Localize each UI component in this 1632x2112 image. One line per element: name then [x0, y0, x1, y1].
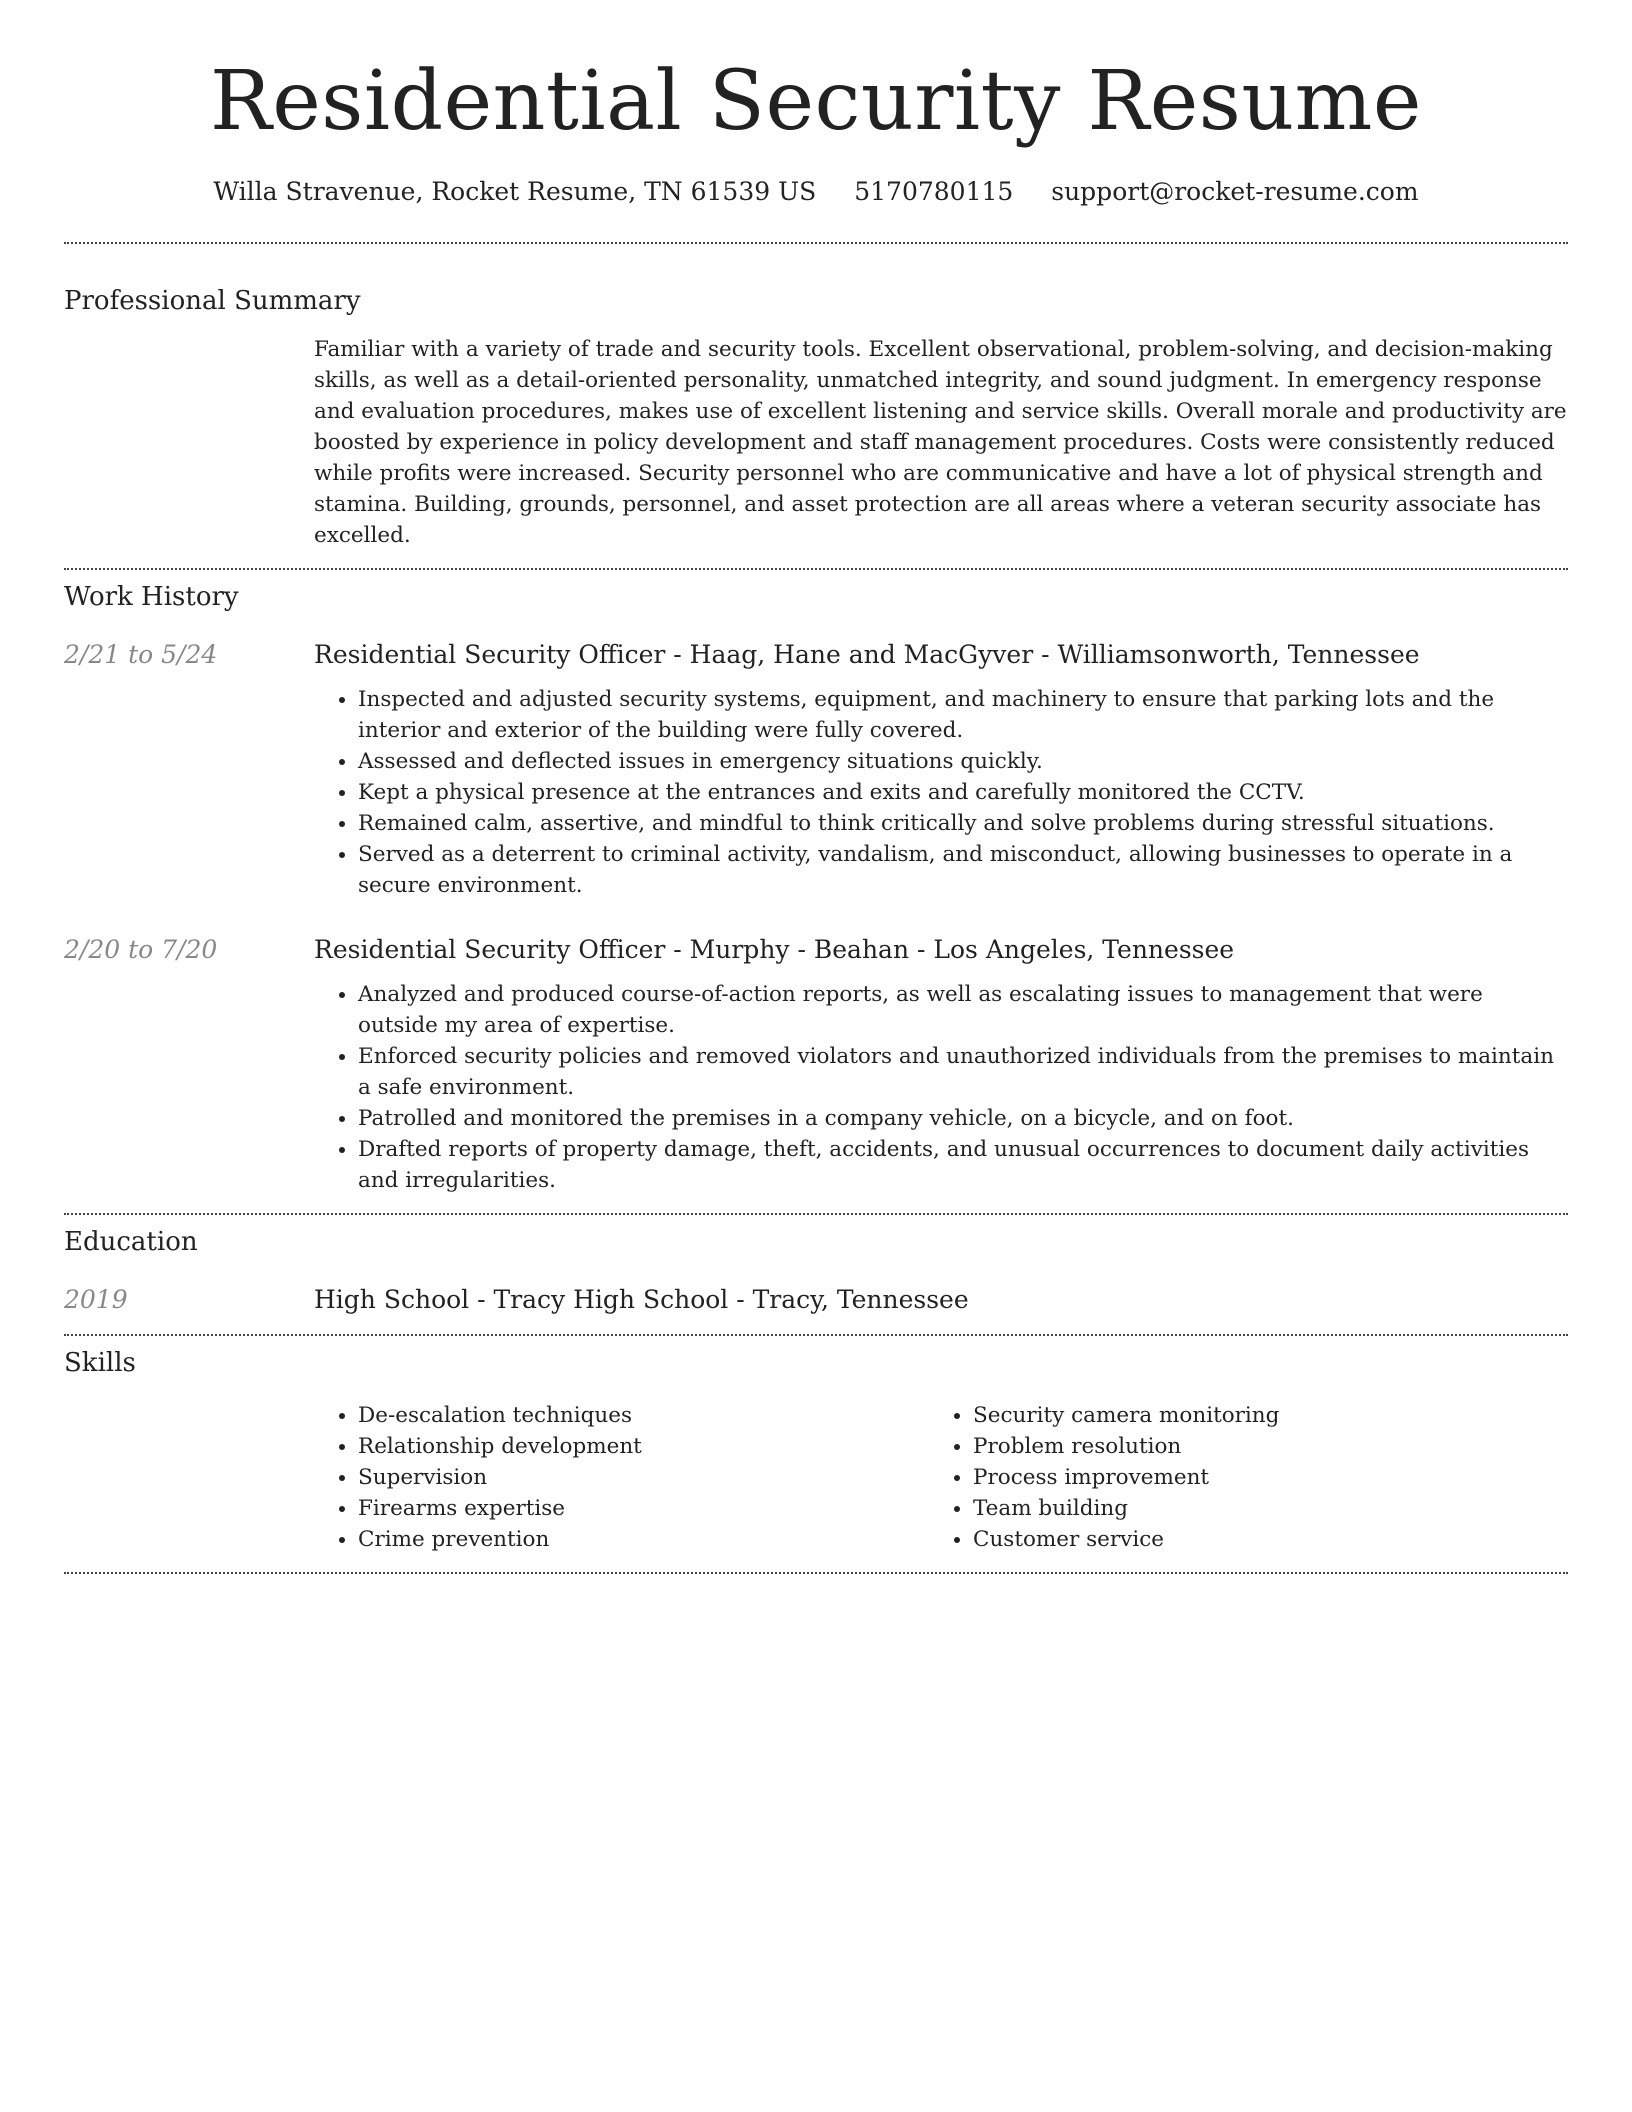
job-bullet: • Served as a deterrent to criminal activity, vandalism, and misconduct, allowing businesses to operate in a secure environment. — [358, 839, 1568, 901]
job-bullet: • Kept a physical presence at the entrances and exits and carefully monitored the CCTV. — [358, 777, 1568, 808]
skills-section — [64, 1346, 1568, 1555]
contact-phone: 5170780115 — [854, 177, 1014, 206]
job-bullet: • Inspected and adjusted security systems, equipment, and machinery to ensure that parking lots and the interior and exterior of the building were fully covered. — [358, 684, 1568, 746]
job-entry — [64, 638, 1568, 901]
skill-item: • Problem resolution — [973, 1431, 1544, 1462]
education-entry: High School - Tracy High School - Tracy, Tennessee — [314, 1285, 969, 1314]
summary-section — [64, 284, 1568, 551]
summary-text: Familiar with a variety of trade and security tools. Excellent observational, problem-solving, and decision-making skills, as well as a detail-oriented personality, unmatched integrity, and sound judgment. In emergency response and evaluation procedures, makes use of excellent listening and service skills. Overall morale and productivity are boosted by experience in policy development and staff management procedures. Costs were consistently reduced while profits were increased. Security personnel who are communicative and have a lot of physical strength and stamina. Building, grounds, personnel, and asset protection are all areas where a veteran security associate has excelled. — [314, 337, 1567, 548]
education-year: 2019 — [64, 1285, 128, 1314]
summary-heading: Professional Summary — [64, 286, 361, 316]
job-bullet: • Remained calm, assertive, and mindful to think critically and solve problems during stressful situations. — [358, 808, 1568, 839]
skill-item: • De-escalation techniques — [358, 1400, 929, 1431]
job-bullet: • Assessed and deflected issues in emergency situations quickly. — [358, 746, 1568, 777]
job-title: Residential Security Officer - Murphy - Beahan - Los Angeles, Tennessee — [314, 935, 1235, 964]
job-entry — [64, 933, 1568, 1196]
contact-email: support@rocket-resume.com — [1051, 177, 1419, 206]
education-divider — [64, 1334, 1568, 1336]
skill-item: • Firearms expertise — [358, 1493, 929, 1524]
skill-item: • Crime prevention — [358, 1524, 929, 1555]
skills-divider — [64, 1572, 1568, 1574]
education-section — [64, 1225, 1568, 1317]
skill-item: • Security camera monitoring — [973, 1400, 1544, 1431]
skill-item: • Supervision — [358, 1462, 929, 1493]
job-bullets — [314, 979, 1568, 1196]
job-dates: 2/20 to 7/20 — [64, 935, 218, 964]
header-divider — [64, 242, 1568, 244]
job-title: Residential Security Officer - Haag, Hane and MacGyver - Williamsonworth, Tennessee — [314, 640, 1420, 669]
resume-title: Residential Security Resume — [210, 54, 1422, 149]
job-bullet: • Analyzed and produced course-of-action reports, as well as escalating issues to management that were outside my area of expertise. — [358, 979, 1568, 1041]
work-history-section — [64, 580, 1568, 1196]
contact-line — [64, 176, 1568, 208]
skill-item: • Process improvement — [973, 1462, 1544, 1493]
education-heading: Education — [64, 1227, 198, 1257]
job-bullet: • Patrolled and monitored the premises in a company vehicle, on a bicycle, and on foot. — [358, 1103, 1568, 1134]
job-bullet: • Drafted reports of property damage, theft, accidents, and unusual occurrences to document daily activities and irregularities. — [358, 1134, 1568, 1196]
skills-spacer — [64, 1400, 314, 1555]
skills-heading: Skills — [64, 1348, 136, 1378]
skills-list-right — [929, 1400, 1544, 1555]
work-history-heading: Work History — [64, 582, 239, 612]
work-divider — [64, 1213, 1568, 1215]
job-bullets — [314, 684, 1568, 901]
summary-divider — [64, 568, 1568, 570]
summary-spacer — [64, 334, 314, 551]
contact-address: Willa Stravenue, Rocket Resume, TN 61539 US — [213, 177, 817, 206]
skill-item: • Customer service — [973, 1524, 1544, 1555]
skill-item: • Relationship development — [358, 1431, 929, 1462]
skills-list-left — [314, 1400, 929, 1555]
job-bullet: • Enforced security policies and removed violators and unauthorized individuals from the premises to maintain a safe environment. — [358, 1041, 1568, 1103]
skill-item: • Team building — [973, 1493, 1544, 1524]
job-dates: 2/21 to 5/24 — [64, 640, 218, 669]
